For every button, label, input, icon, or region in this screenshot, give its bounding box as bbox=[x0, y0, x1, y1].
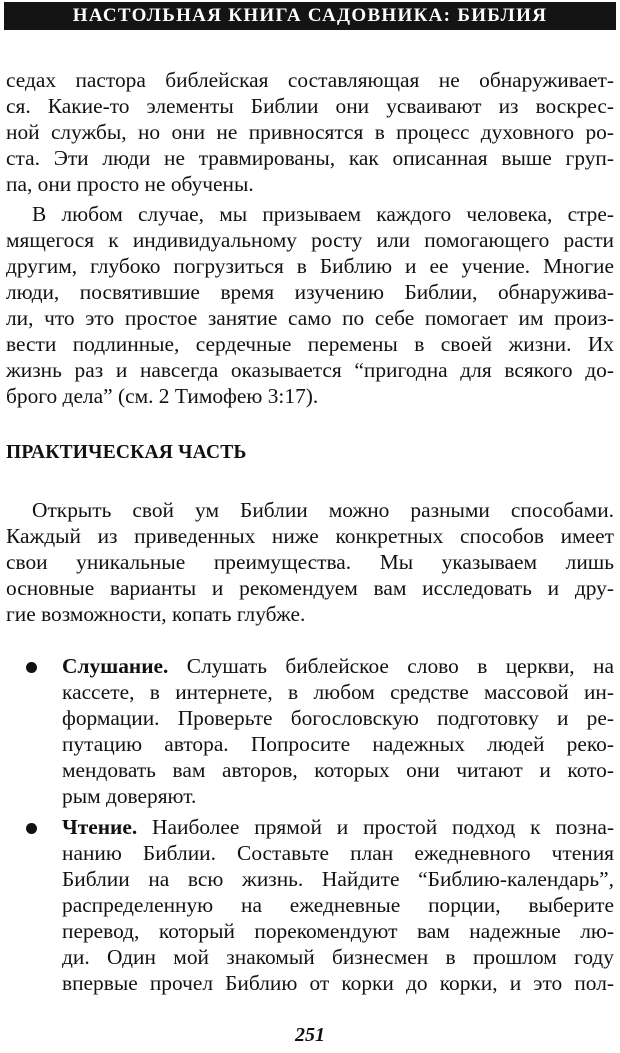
list-item-1-line-3: формации. Проверьте богословскую подготовку и ре- bbox=[62, 706, 614, 730]
paragraph-1-line-5: па, они просто не обучены. bbox=[6, 172, 254, 196]
paragraph-1-line-1: седах пастора библейская составляющая не обнаруживает- bbox=[6, 68, 614, 92]
paragraph-2-line-4: люди, посвятившие время изучению Библии, обнаружива- bbox=[6, 280, 614, 304]
paragraph-2-line-8: брого дела” (см. 2 Тимофею 3:17). bbox=[6, 384, 319, 408]
section-heading: ПРАКТИЧЕСКАЯ ЧАСТЬ bbox=[6, 442, 247, 463]
list-item-1-line-5: мендовать вам авторов, которых они читают и кото- bbox=[62, 758, 614, 782]
paragraph-1-line-4: ста. Эти люди не травмированы, как описанная выше груп- bbox=[6, 146, 614, 170]
paragraph-2-line-1: В любом случае, мы призываем каждого человека, стре- bbox=[32, 202, 614, 226]
list-item-1-first-text: Слушать библейское слово в церкви, на bbox=[168, 654, 614, 678]
paragraph-3-line-4: основные варианты и рекомендуем вам исследовать и дру- bbox=[6, 576, 614, 600]
bullet-icon bbox=[26, 823, 37, 834]
list-item-2-line-3: Библии на всю жизнь. Найдите “Библию-календарь”, bbox=[62, 867, 614, 891]
bullet-icon bbox=[26, 662, 37, 673]
running-header bbox=[4, 2, 616, 30]
list-item-2-line-7: впервые прочел Библию от корки до корки, и это пол- bbox=[62, 971, 614, 995]
paragraph-3-line-1: Открыть свой ум Библии можно разными способами. bbox=[32, 498, 614, 522]
paragraph-1-line-2: ся. Какие-то элементы Библии они усваивают из воскрес- bbox=[6, 94, 614, 118]
list-item-2-first-text: Наиболее прямой и простой подход к позна- bbox=[137, 815, 614, 839]
running-header-title: НАСТОЛЬНАЯ КНИГА САДОВНИКА: БИБЛИЯ bbox=[72, 5, 548, 26]
paragraph-2-line-5: ли, что это простое занятие само по себе помогает им произ- bbox=[6, 306, 614, 330]
list-item-2-line-5: перевод, который порекомендуют вам надежные лю- bbox=[62, 919, 614, 943]
paragraph-2-line-3: другим, глубоко погрузиться в Библию и ее учение. Многие bbox=[6, 254, 614, 278]
list-item-2-term: Чтение. bbox=[62, 815, 138, 839]
list-item-1-line-6: рым доверяют. bbox=[62, 784, 197, 808]
page-number: 251 bbox=[295, 1024, 325, 1046]
list-item-2-line-6: ди. Один мой знакомый бизнесмен в прошлом году bbox=[62, 945, 614, 969]
list-item-1-term: Слушание. bbox=[62, 654, 169, 678]
list-item-1-line-1 bbox=[62, 653, 614, 679]
paragraph-2-line-6: вести подлинные, сердечные перемены в своей жизни. Их bbox=[6, 332, 614, 356]
paragraph-3-line-2: Каждый из приведенных ниже конкретных способов имеет bbox=[6, 524, 614, 548]
paragraph-1-line-3: ной службы, но они не привносятся в процесс духовного ро- bbox=[6, 120, 614, 144]
paragraph-3-line-5: гие возможности, копать глубже. bbox=[6, 602, 306, 626]
paragraph-2-line-7: жизнь раз и навсегда оказывается “пригодна для всякого до- bbox=[6, 358, 614, 382]
list-item-2-line-4: распределенную на ежедневные порции, выберите bbox=[62, 893, 614, 917]
paragraph-3-line-3: свои уникальные преимущества. Мы указываем лишь bbox=[6, 550, 614, 574]
paragraph-2-line-2: мящегося к индивидуальному росту или помогающего расти bbox=[6, 228, 614, 252]
list-item-1-line-4: путацию автора. Попросите надежных людей реко- bbox=[62, 732, 614, 756]
list-item-2-line-2: нанию Библии. Составьте план ежедневного чтения bbox=[62, 841, 614, 865]
list-item-1-line-2: кассете, в интернете, в любом средстве массовой ин- bbox=[62, 680, 614, 704]
list-item-2-line-1 bbox=[62, 814, 614, 840]
